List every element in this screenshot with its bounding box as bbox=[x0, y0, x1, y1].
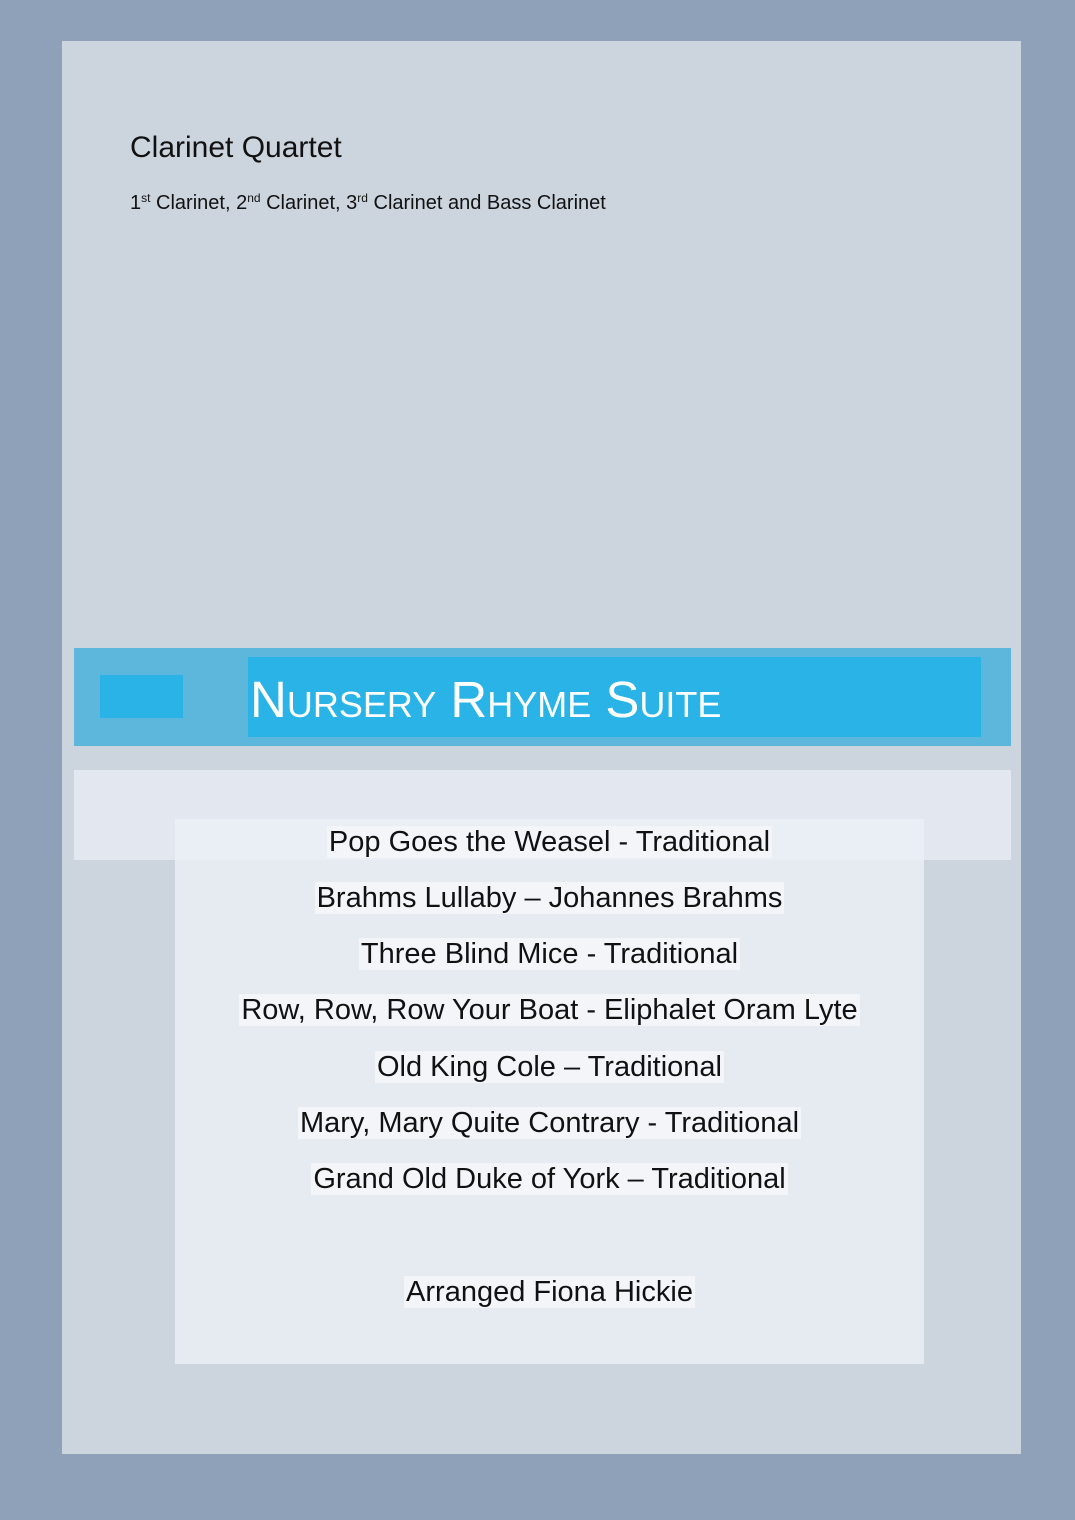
suite-title: Nursery Rhyme Suite bbox=[250, 671, 722, 728]
instrument-3-ordinal: rd bbox=[357, 191, 368, 205]
ensemble-title: Clarinet Quartet bbox=[130, 131, 342, 164]
instrument-2-ordinal: nd bbox=[247, 191, 261, 205]
track-label: Brahms Lullaby – Johannes Brahms bbox=[316, 882, 783, 914]
instrument-1-number: 1 bbox=[130, 192, 142, 214]
arranger-label: Arranged Fiona Hickie bbox=[406, 1276, 693, 1308]
track-label: Old King Cole – Traditional bbox=[377, 1051, 722, 1083]
instrument-1-text: Clarinet, bbox=[150, 192, 237, 214]
instrumentation-line bbox=[130, 192, 606, 215]
instrument-1-ordinal: st bbox=[141, 191, 151, 205]
track-item bbox=[175, 1107, 924, 1140]
track-item bbox=[175, 882, 924, 915]
track-item bbox=[175, 1051, 924, 1084]
instrument-2-text: Clarinet, bbox=[260, 192, 347, 214]
instrument-2-number: 2 bbox=[236, 192, 248, 214]
track-label: Pop Goes the Weasel - Traditional bbox=[328, 826, 771, 858]
track-item bbox=[175, 994, 924, 1027]
track-label: Three Blind Mice - Traditional bbox=[360, 938, 739, 970]
arranger-credit bbox=[175, 1276, 924, 1309]
track-item bbox=[175, 938, 924, 971]
track-item bbox=[175, 826, 924, 859]
track-label: Mary, Mary Quite Contrary - Traditional bbox=[299, 1107, 800, 1139]
track-item bbox=[175, 1163, 924, 1196]
instrument-3-number: 3 bbox=[346, 192, 358, 214]
track-label: Row, Row, Row Your Boat - Eliphalet Oram Lyte bbox=[241, 994, 858, 1026]
track-label: Grand Old Duke of York – Traditional bbox=[313, 1163, 786, 1195]
instrument-3-text: Clarinet and Bass Clarinet bbox=[367, 192, 606, 214]
banner-accent-block bbox=[100, 675, 183, 718]
